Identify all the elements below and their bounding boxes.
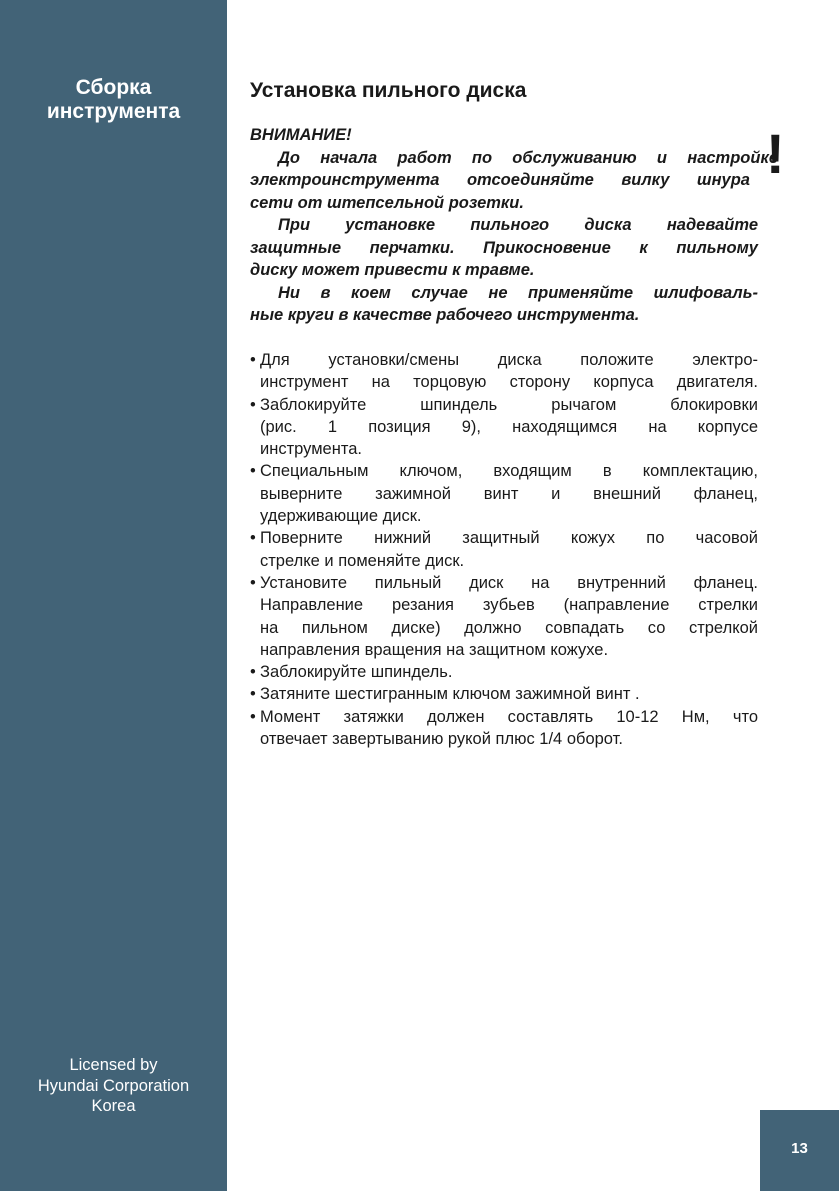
- warning-block: [250, 124, 778, 327]
- warning-line: При установке пильного диска надевайте: [278, 216, 758, 234]
- list-item: [250, 572, 758, 661]
- list-item: [250, 683, 758, 705]
- list-item-line: Установите пильный диск на внутренний фланец.: [260, 573, 758, 592]
- bullet-icon: •: [250, 685, 256, 704]
- list-item-line: Момент затяжки должен составлять 10-12 Нм, что: [260, 707, 758, 726]
- bullet-icon: •: [250, 707, 256, 726]
- bullet-icon: •: [250, 462, 256, 481]
- bullet-icon: •: [250, 351, 256, 369]
- list-item: [250, 661, 758, 683]
- list-item-line: направления вращения на защитном кожухе.: [260, 640, 609, 659]
- list-item-line: инструмент на торцовую сторону корпуса двигателя.: [260, 373, 758, 392]
- list-item-line: выверните зажимной винт и внешний фланец,: [260, 484, 758, 503]
- page-number: 13: [791, 1140, 808, 1157]
- list-item-line: на пильном диске) должно совпадать со стрелкой: [260, 618, 758, 637]
- warning-label: ВНИМАНИЕ!: [250, 126, 352, 144]
- list-item-line: Затяните шестигранным ключом зажимной винт .: [260, 685, 640, 704]
- list-item: [250, 460, 758, 527]
- license-line: Korea: [91, 1097, 136, 1115]
- warning-line: защитные перчатки. Прикосновение к пильному: [250, 238, 758, 257]
- warning-line: Ни в коем случае не применяйте шлифоваль-: [278, 283, 758, 302]
- bullet-icon: •: [250, 573, 256, 592]
- warning-line: ные круги в качестве рабочего инструмента.: [250, 306, 640, 324]
- license-line: Hyundai Corporation: [37, 1076, 190, 1095]
- list-item: [250, 527, 758, 572]
- bullet-icon: •: [250, 395, 256, 414]
- warning-line: сети от штепсельной розетки.: [250, 193, 524, 212]
- page-number-box: [760, 1110, 839, 1191]
- exclamation-icon: !: [766, 122, 785, 185]
- bullet-icon: •: [250, 663, 256, 682]
- list-item-line: Заблокируйте шпиндель.: [260, 663, 453, 682]
- list-item-line: Поверните нижний защитный кожух по часовой: [260, 529, 758, 548]
- list-item-line: Заблокируйте шпиндель рычагом блокировки: [260, 395, 758, 414]
- license-note: [0, 1055, 227, 1117]
- list-item-line: Для установки/смены диска положите электро-: [260, 351, 758, 369]
- section-title-line: инструмента: [46, 100, 181, 123]
- list-item-line: инструмента.: [260, 440, 362, 459]
- warning-line: До начала работ по обслуживанию и настройке: [278, 148, 778, 167]
- section-title: [0, 76, 227, 124]
- warning-line: диску может привести к травме.: [250, 261, 535, 279]
- list-item: [250, 394, 758, 461]
- list-item-line: удерживающие диск.: [260, 507, 422, 526]
- list-item-line: стрелке и поменяйте диск.: [260, 551, 465, 570]
- page-heading: Установка пильного диска: [250, 79, 527, 102]
- bullet-icon: •: [250, 529, 256, 548]
- list-item-line: отвечает завертыванию рукой плюс 1/4 оборот.: [260, 730, 623, 749]
- list-item-line: Специальным ключом, входящим в комплектацию,: [260, 462, 758, 481]
- list-item-line: (рис. 1 позиция 9), находящимся на корпусе: [260, 417, 758, 436]
- warning-line: электроинструмента отсоединяйте вилку шнура: [250, 171, 750, 189]
- list-item: [250, 349, 758, 394]
- sidebar: [0, 0, 227, 1191]
- list-item: [250, 706, 758, 751]
- section-title-line: Сборка: [75, 76, 152, 99]
- license-line: Licensed by: [69, 1056, 158, 1074]
- instruction-list: [250, 349, 758, 750]
- list-item-line: Направление резания зубьев (направление стрелки: [260, 596, 758, 615]
